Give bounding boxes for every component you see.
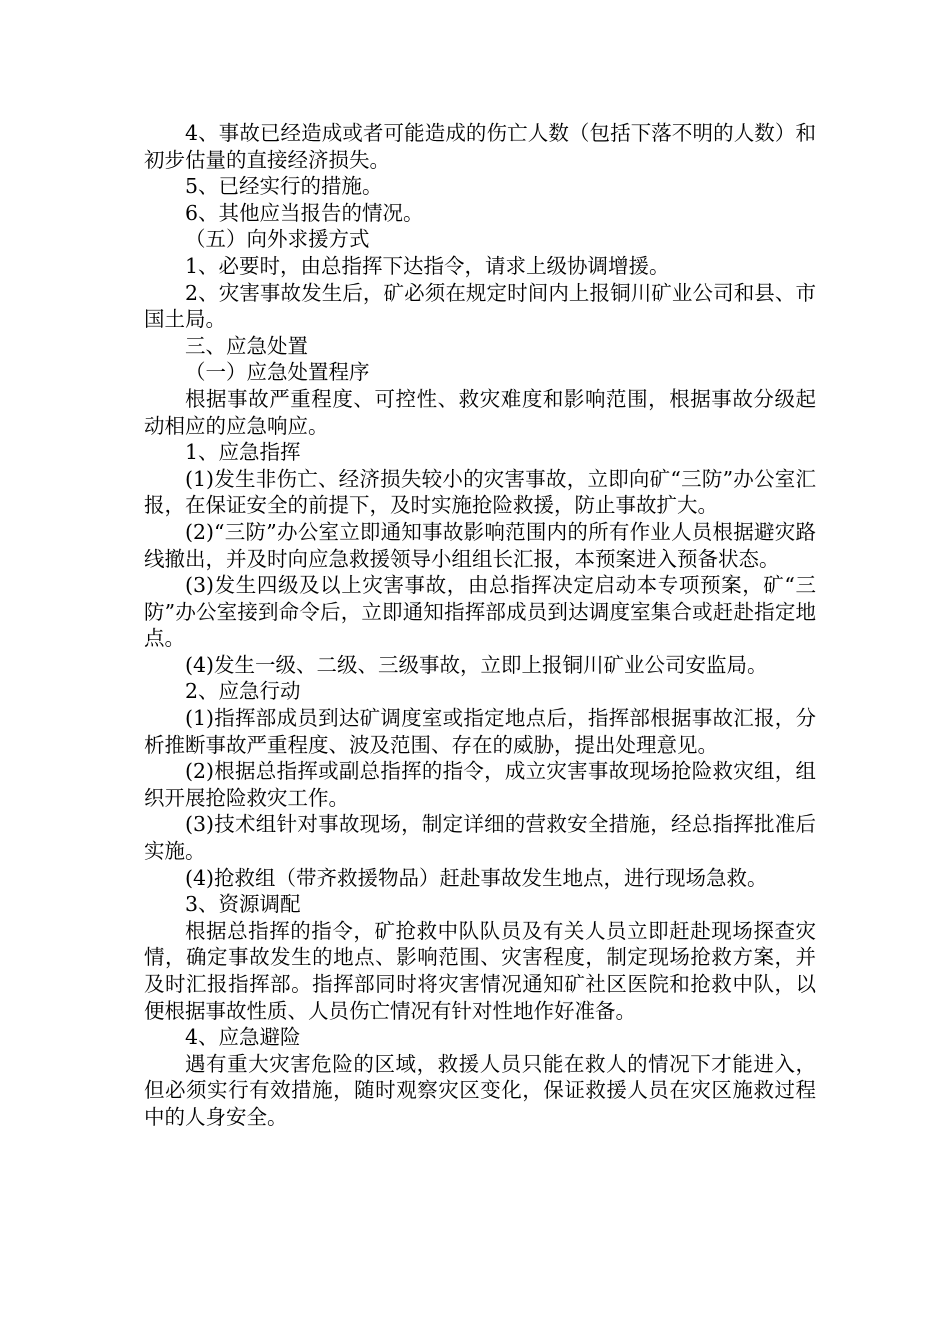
paragraph-request-reinforcement: 1、必要时，由总指挥下达指令，请求上级协调增援。 bbox=[185, 253, 670, 278]
paragraph-casualty-report: 4、事故已经造成或者可能造成的伤亡人数（包括下落不明的人数）和初步估量的直接经济损失。 bbox=[144, 121, 816, 172]
subheading-emergency-avoidance: 4、应急避险 bbox=[185, 1025, 301, 1050]
paragraph-resource-allocation: 根据总指挥的指令，矿抢救中队队员及有关人员立即赶赴现场探查灾情，确定事故发生的地点、影响范围、灾害程度，制定现场抢救方案，并及时汇报指挥部。指挥部同时将灾害情况通知矿社区医院和抢救中队，以便根据事故性质、人员伤亡情况有针对性地作好准备。 bbox=[144, 918, 816, 1023]
section-heading-response-procedure: （一）应急处置程序 bbox=[185, 360, 370, 385]
paragraph-measures-taken: 5、已经实行的措施。 bbox=[185, 174, 383, 199]
paragraph-emergency-avoidance: 遇有重大灾害危险的区域，救援人员只能在救人的情况下才能进入，但必须实行有效措施，随时观察灾区变化，保证救援人员在灾区施救过程中的人身安全。 bbox=[144, 1051, 816, 1129]
document-page bbox=[144, 120, 816, 1131]
subheading-emergency-command: 1、应急指挥 bbox=[185, 440, 301, 465]
paragraph-action-item-2: (2)根据总指挥或副总指挥的指令，成立灾害事故现场抢险救灾组，组织开展抢险救灾工作。 bbox=[144, 759, 816, 810]
paragraph-command-item-2: (2)“三防”办公室立即通知事故影响范围内的所有作业人员根据避灾路线撤出，并及时向应急救援领导小组组长汇报，本预案进入预备状态。 bbox=[144, 519, 816, 571]
paragraph-command-item-3: (3)发生四级及以上灾害事故，由总指挥决定启动本专项预案，矿“三防”办公室接到命令后，立即通知指挥部成员到达调度室集合或赶赴指定地点。 bbox=[144, 573, 816, 651]
paragraph-other-matters: 6、其他应当报告的情况。 bbox=[185, 200, 424, 225]
paragraph-action-item-4: (4)抢救组（带齐救援物品）赶赴事故发生地点，进行现场急救。 bbox=[185, 865, 768, 890]
paragraph-action-item-3: (3)技术组针对事故现场，制定详细的营救安全措施，经总指挥批准后实施。 bbox=[144, 812, 816, 864]
subheading-emergency-action: 2、应急行动 bbox=[185, 679, 301, 704]
section-heading-external-assistance: （五）向外求援方式 bbox=[185, 227, 370, 252]
paragraph-action-item-1: (1)指挥部成员到达矿调度室或指定地点后，指挥部根据事故汇报，分析推断事故严重程度、波及范围、存在的威胁，提出处理意见。 bbox=[144, 706, 816, 757]
paragraph-command-item-1: (1)发生非伤亡、经济损失较小的灾害事故，立即向矿“三防”办公室汇报，在保证安全的前提下，及时实施抢险救援，防止事故扩大。 bbox=[144, 466, 816, 518]
paragraph-command-item-4: (4)发生一级、二级、三级事故，立即上报铜川矿业公司安监局。 bbox=[185, 652, 768, 677]
paragraph-report-authorities: 2、灾害事故发生后，矿必须在规定时间内上报铜川矿业公司和县、市国土局。 bbox=[144, 280, 816, 332]
subheading-resource-allocation: 3、资源调配 bbox=[185, 892, 301, 917]
paragraph-graded-response: 根据事故严重程度、可控性、救灾难度和影响范围，根据事故分级起动相应的应急响应。 bbox=[144, 386, 816, 438]
section-heading-emergency-response: 三、应急处置 bbox=[185, 333, 308, 358]
